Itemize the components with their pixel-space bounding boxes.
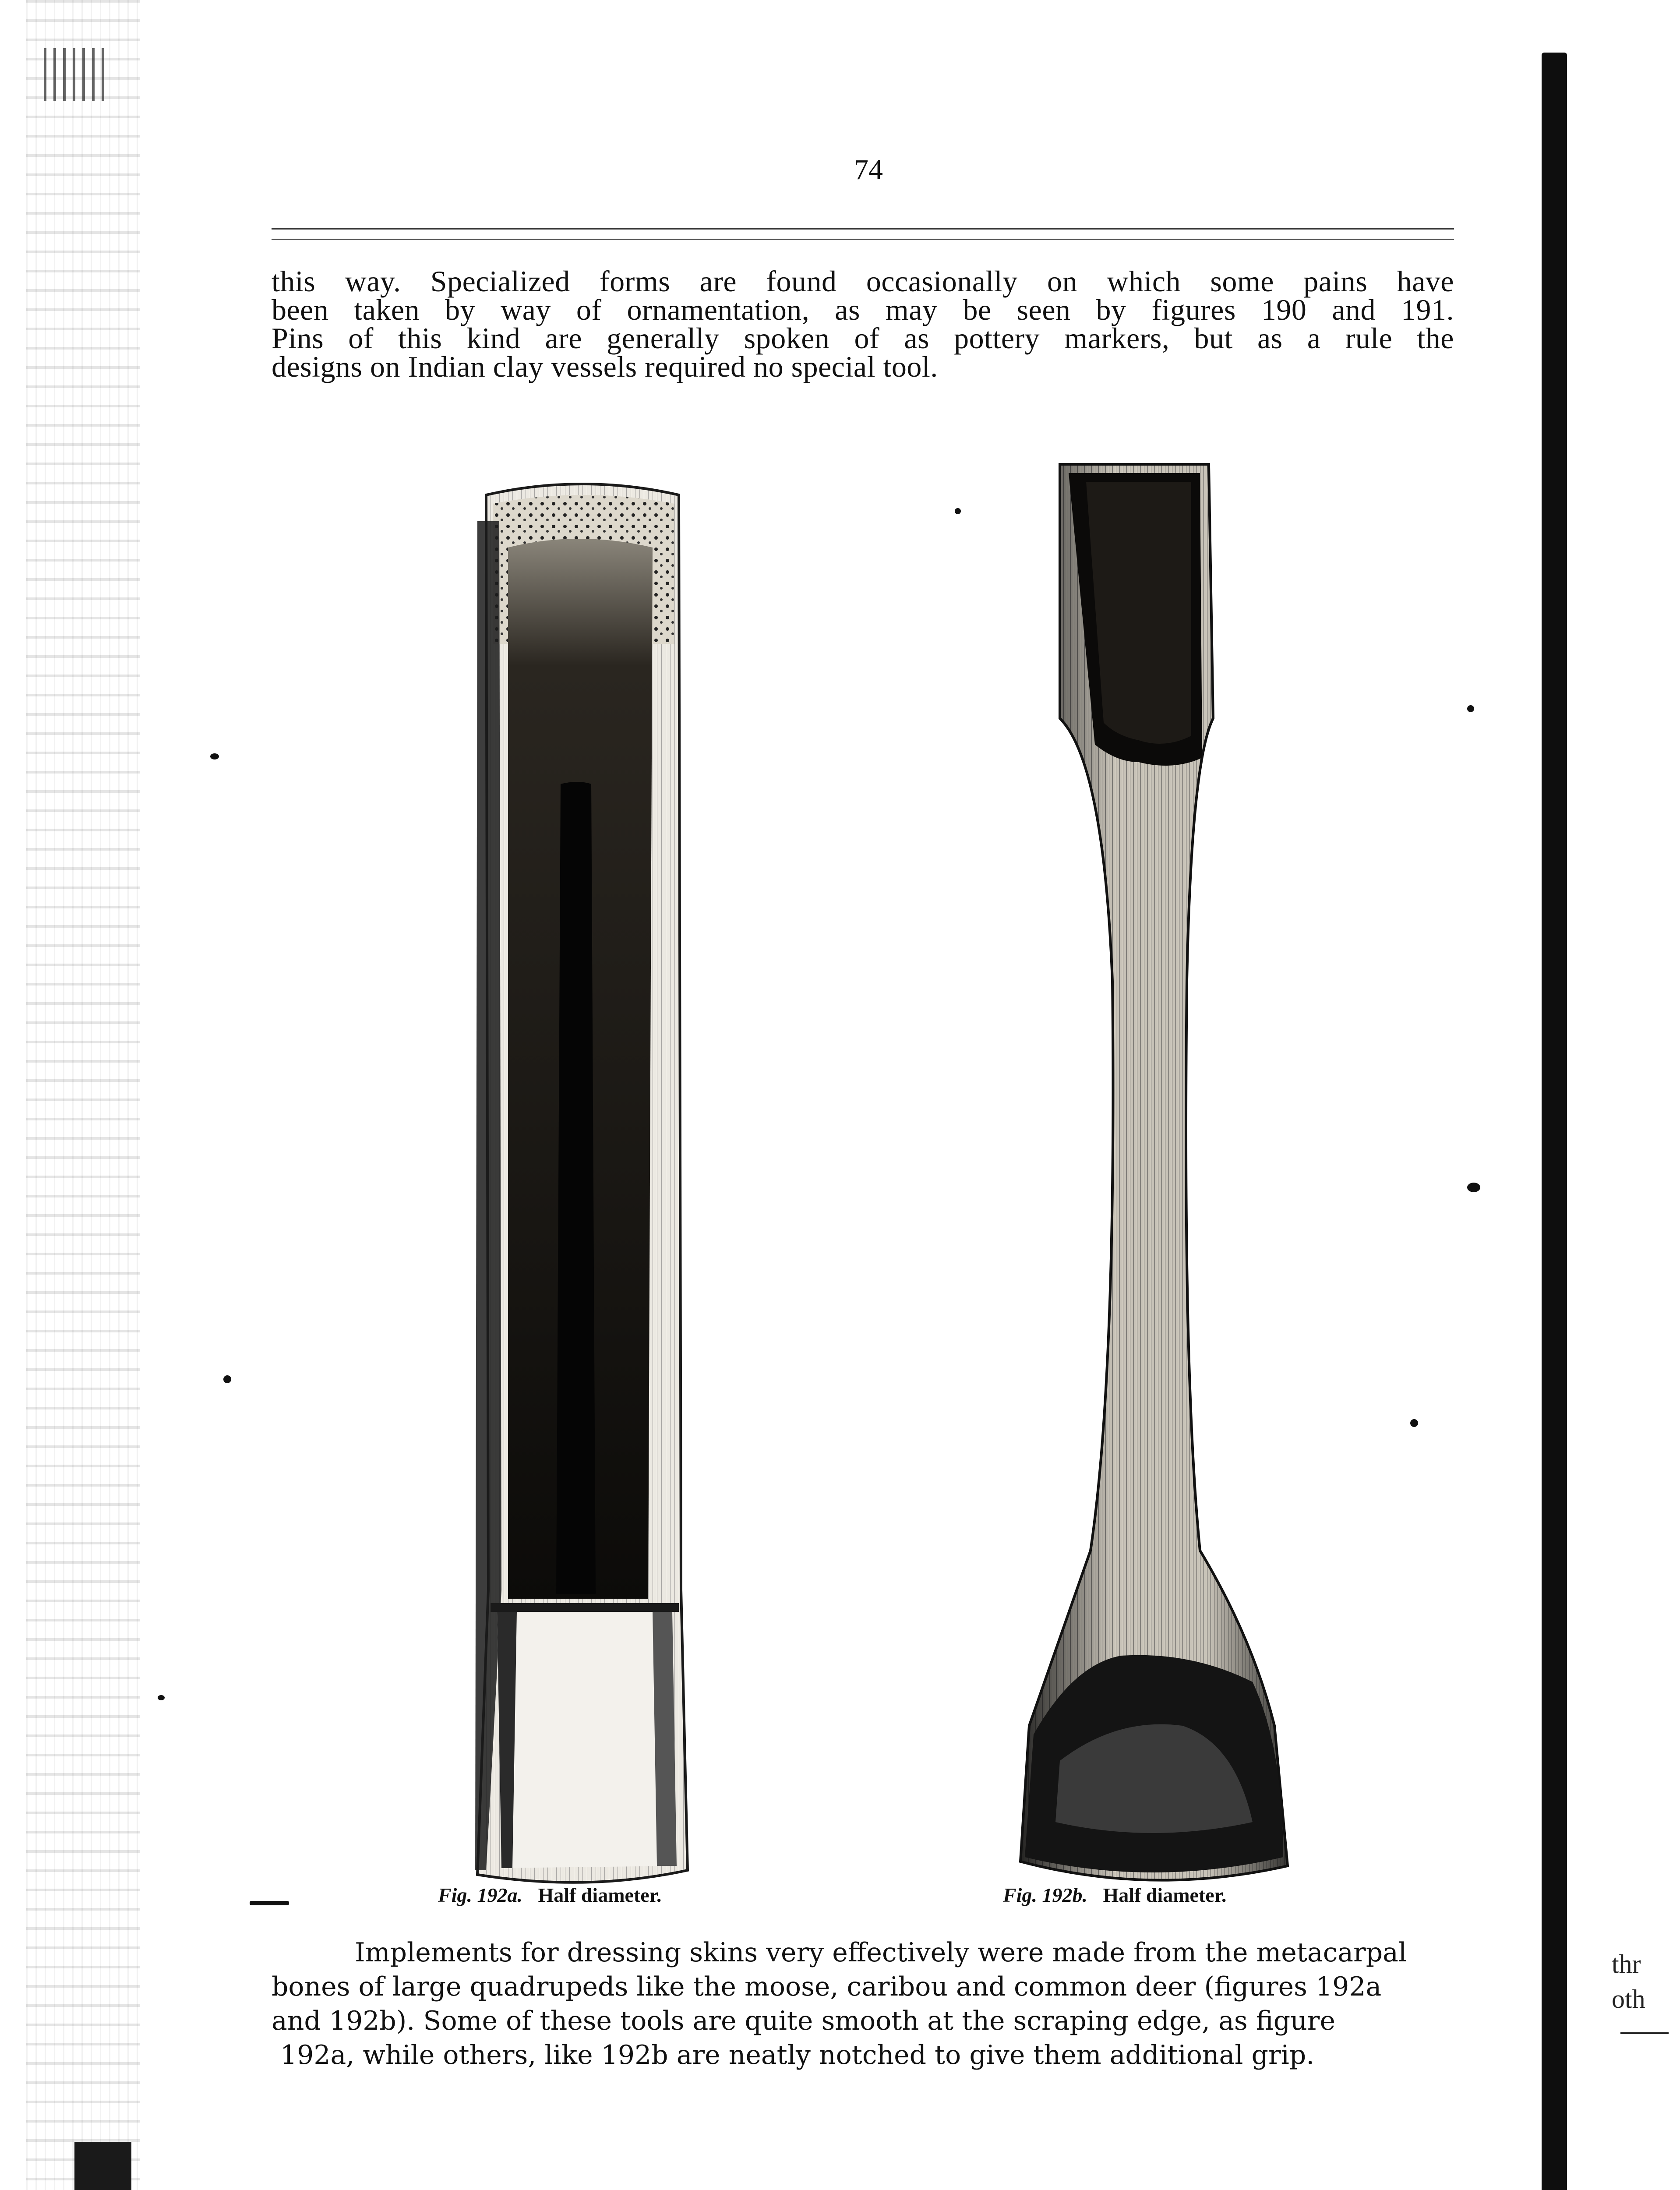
intro-line: this way. Specialized forms are found occasionally on which some pains have	[272, 265, 1454, 298]
scraper-bone-split-illustration	[460, 477, 709, 1897]
scan-speck	[210, 753, 219, 759]
scan-edge-mark	[44, 48, 105, 101]
margin-fragment: thr	[1612, 1950, 1641, 1978]
scan-speck	[223, 1375, 231, 1383]
figure-label: Fig. 192b.	[1003, 1884, 1087, 1906]
intro-line: been taken by way of ornamentation, as may be seen by figures 190 and 191.	[272, 293, 1454, 326]
scan-edge-noise	[26, 0, 140, 2190]
scan-speck	[1467, 1183, 1480, 1192]
margin-rule	[1620, 2032, 1669, 2034]
scraper-bone-notched-illustration	[1007, 456, 1296, 1897]
scan-speck	[1410, 1419, 1418, 1427]
body-line: Implements for dressing skins very effectively were made from the metacarpal	[355, 1937, 1407, 1968]
figure-label: Fig. 192a.	[438, 1884, 522, 1906]
intro-line: Pins of this kind are generally spoken of as pottery markers, but as a rule the	[272, 321, 1454, 355]
scan-page-gutter	[1542, 53, 1567, 2190]
page-number: 74	[854, 154, 883, 186]
scan-speck	[158, 1695, 165, 1700]
margin-fragment: oth	[1612, 1985, 1645, 2013]
figure-caption: Half diameter.	[1103, 1884, 1227, 1906]
scan-speck	[250, 1901, 289, 1905]
scan-speck	[955, 508, 961, 514]
header-rule	[272, 239, 1454, 240]
scan-speck	[1467, 705, 1474, 712]
body-line: 192a, while others, like 192b are neatly notched to give them additional grip.	[280, 2040, 1315, 2070]
intro-line: designs on Indian clay vessels required no special tool.	[272, 350, 938, 383]
header-rule	[272, 228, 1454, 230]
body-line: bones of large quadrupeds like the moose, caribou and common deer (figures 192a	[272, 1971, 1382, 2002]
scan-edge-block	[74, 2142, 131, 2190]
figure-caption: Half diameter.	[538, 1884, 662, 1906]
body-line: and 192b). Some of these tools are quite smooth at the scraping edge, as figure	[272, 2006, 1335, 2036]
